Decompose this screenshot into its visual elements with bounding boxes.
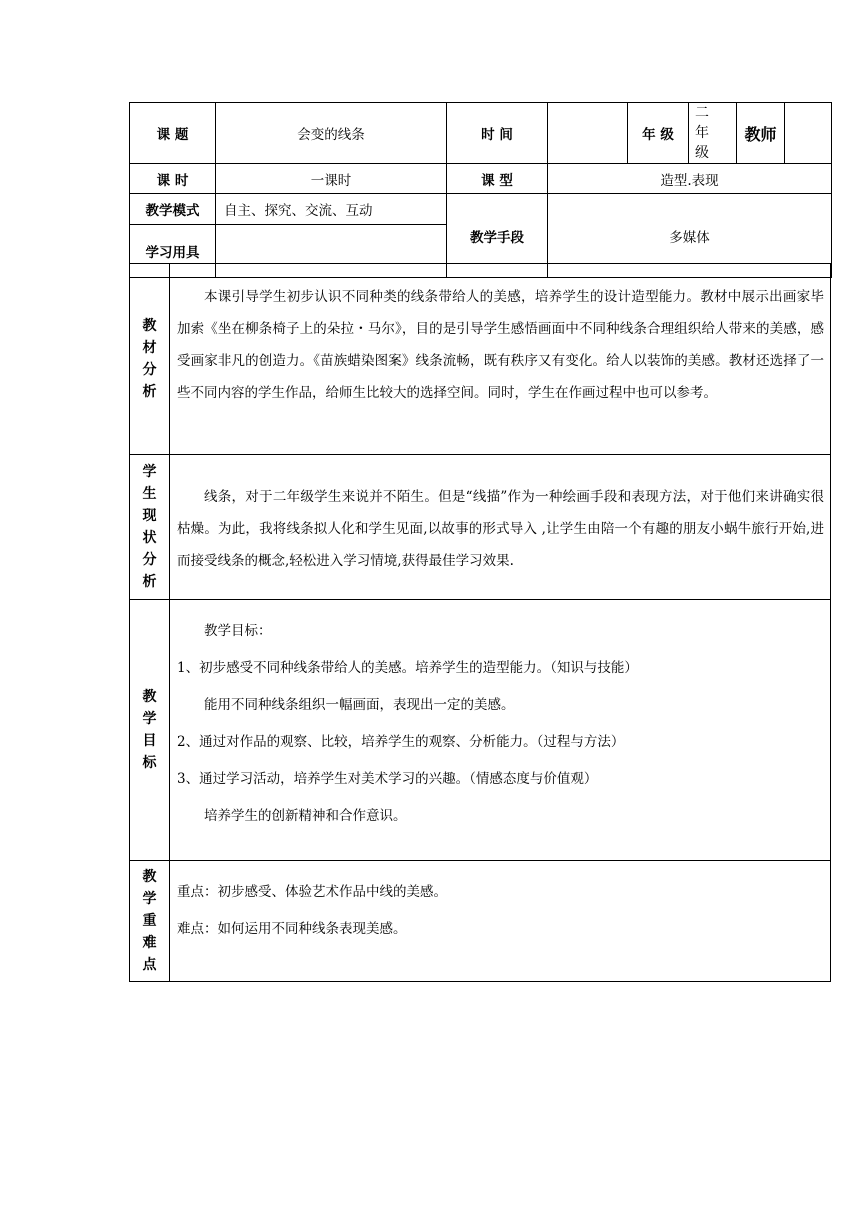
period-label: 课 时 xyxy=(130,164,216,194)
goals-heading: 教学目标： xyxy=(204,623,272,639)
student-analysis-section xyxy=(129,454,831,600)
material-analysis-section xyxy=(129,263,831,455)
material-analysis-label: 教 材 分 析 xyxy=(130,264,170,454)
teacher-label: 教师 xyxy=(737,103,785,164)
topic-label: 课 题 xyxy=(130,103,216,164)
topic-value: 会变的线条 xyxy=(216,103,447,164)
type-label: 课 型 xyxy=(447,164,548,194)
means-label: 教学手段 xyxy=(447,194,548,278)
means-value: 多媒体 xyxy=(548,194,832,278)
student-analysis-text: 线条，对于二年级学生来说并不陌生。但是“线描”作为一种绘画手段和表现方法，对于他们来讲确实很枯燥。为此，我将线条拟人化和学生见面,以故事的形式导入 ,让学生由陪一个有趣的朋友小蜗牛旅行开始,进而接受线条的概念,轻松进入学习情境,获得最佳学习效果. xyxy=(177,489,824,569)
key-points-section xyxy=(129,860,831,982)
teaching-goals-label: 教 学 目 标 xyxy=(130,600,170,860)
goal-2: 2、通过对作品的观察、比较，培养学生的观察、分析能力。（过程与方法） xyxy=(177,734,625,750)
difficult-point: 难点：如何运用不同种线条表现美感。 xyxy=(177,921,407,937)
goal-1-detail: 能用不同种线条组织一幅画面，表现出一定的美感。 xyxy=(204,697,515,713)
material-analysis-text: 本课引导学生初步认识不同种类的线条带给人的美感，培养学生的设计造型能力。教材中展示出画家毕加索《坐在柳条椅子上的朵拉・马尔》，目的是引导学生感悟画面中不同种线条合理组织给人带来的美感，感受画家非凡的创造力。《苗族蜡染图案》线条流畅，既有秩序又有变化。给人以装饰的美感。教材还选择了一些不同内容的学生作品，给师生比较大的选择空间。同时，学生在作画过程中也可以参考。 xyxy=(177,289,824,401)
goal-1: 1、初步感受不同种线条带给人的美感。培养学生的造型能力。（知识与技能） xyxy=(177,660,638,676)
mode-value: 自主、探究、交流、互动 xyxy=(216,194,447,225)
teacher-value xyxy=(785,103,832,164)
goal-3: 3、通过学习活动，培养学生对美术学习的兴趣。（情感态度与价值观） xyxy=(177,771,598,787)
goal-3-detail: 培养学生的创新精神和合作意识。 xyxy=(204,808,407,824)
grade-label: 年 级 xyxy=(628,103,689,164)
period-value: 一课时 xyxy=(216,164,447,194)
tools-label: 学习用具 xyxy=(130,225,216,278)
student-analysis-label: 学 生 现 状 分 析 xyxy=(130,455,170,599)
time-value xyxy=(548,103,628,164)
key-point: 重点：初步感受、体验艺术作品中线的美感。 xyxy=(177,884,447,900)
grade-value: 二年级 xyxy=(689,103,737,164)
lesson-info-table xyxy=(129,102,832,278)
teaching-goals-section xyxy=(129,599,831,861)
mode-label: 教学模式 xyxy=(130,194,216,225)
type-value: 造型.表现 xyxy=(548,164,832,194)
time-label: 时 间 xyxy=(447,103,548,164)
key-points-label: 教 学 重 难 点 xyxy=(130,861,170,981)
